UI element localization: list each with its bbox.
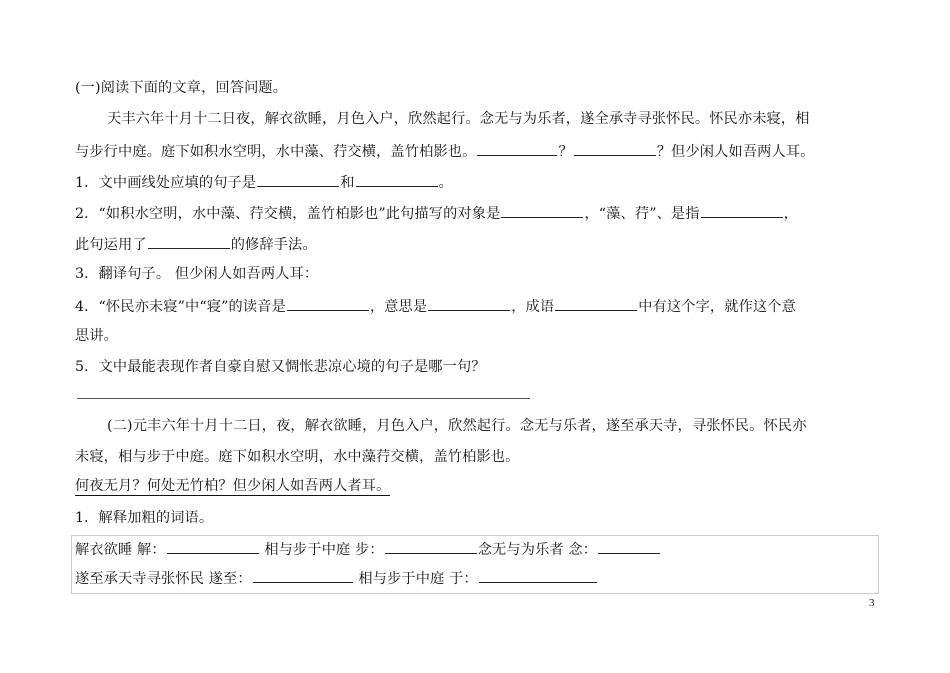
word-prompt: 遂至承天寺寻张怀民 遂至： bbox=[75, 571, 252, 587]
question-2 bbox=[75, 202, 798, 224]
question-text: ，成语 bbox=[511, 299, 555, 315]
question-text: ，意思是 bbox=[369, 299, 428, 315]
question-4 bbox=[75, 295, 796, 317]
question-1 bbox=[75, 171, 453, 193]
page-number: 3 bbox=[869, 597, 875, 609]
answer-blank[interactable] bbox=[598, 538, 660, 554]
question-text: 此句运用了 bbox=[75, 237, 147, 253]
section2-question-1: 1．解释加粗的词语。 bbox=[75, 510, 214, 526]
answer-line[interactable] bbox=[77, 398, 530, 399]
answer-blank[interactable] bbox=[148, 233, 230, 249]
question-text: 的修辞手法。 bbox=[230, 237, 317, 253]
word-prompt: 解衣欲睡 解： bbox=[75, 542, 166, 558]
question-text: 4．“怀民亦未寝”中“寝”的读音是 bbox=[75, 299, 286, 315]
underlined-sentence: 何夜无月？何处无竹柏？但少闲人如吾两人者耳。 bbox=[75, 478, 391, 494]
word-prompt: 相与步于中庭 于： bbox=[353, 571, 478, 587]
answer-blank[interactable] bbox=[385, 538, 477, 554]
section2-passage-line: 未寝，相与步于中庭。庭下如积水空明，水中藻荇交横，盖竹柏影也。 bbox=[75, 449, 520, 465]
blank-line bbox=[574, 140, 656, 156]
question-text: 2．“如积水空明，水中藻、荇交横，盖竹柏影也”此句描写的对象是 bbox=[75, 206, 501, 222]
answer-blank[interactable] bbox=[701, 202, 783, 218]
question-4-cont: 思讲。 bbox=[75, 328, 119, 344]
passage-text: ？ bbox=[558, 144, 573, 160]
answer-blank[interactable] bbox=[253, 567, 353, 583]
blank-line bbox=[477, 140, 557, 156]
table-row bbox=[75, 567, 598, 589]
passage-line bbox=[75, 140, 815, 162]
answer-blank[interactable] bbox=[501, 202, 583, 218]
question-text: 。 bbox=[438, 175, 453, 191]
word-prompt: 念无与为乐者 念： bbox=[477, 542, 598, 558]
answer-blank[interactable] bbox=[428, 295, 510, 311]
question-3: 3．翻译句子。 但少闲人如吾两人耳： bbox=[75, 266, 319, 282]
answer-blank[interactable] bbox=[479, 567, 597, 583]
section2-passage-line: (二)元丰六年十月十二日，夜，解衣欲睡，月色入户，欣然起行。念无与乐者，遂至承天寺，寻张怀民。怀民亦 bbox=[107, 418, 807, 434]
section2-passage-underlined bbox=[75, 476, 390, 496]
question-2-cont bbox=[75, 233, 317, 255]
passage-line: 天丰六年十月十二日夜，解衣欲睡，月色入户，欣然起行。念无与为乐者，遂全承寺寻张怀民。怀民亦未寝，相 bbox=[107, 111, 810, 127]
word-prompt: 相与步于中庭 步： bbox=[259, 542, 384, 558]
passage-text: 与步行中庭。庭下如积水空明，水中藻、荇交横，盖竹柏影也。 bbox=[75, 144, 477, 160]
answer-blank[interactable] bbox=[555, 295, 637, 311]
section1-title: (一)阅读下面的文章，回答问题。 bbox=[75, 80, 288, 96]
answer-blank[interactable] bbox=[167, 538, 259, 554]
question-text: ， bbox=[783, 206, 798, 222]
question-text: 1．文中画线处应填的句子是 bbox=[75, 175, 257, 191]
question-text: 和 bbox=[340, 175, 355, 191]
question-text: 中有这个字，就作这个意 bbox=[638, 299, 796, 315]
answer-blank[interactable] bbox=[356, 171, 438, 187]
question-text: ，“藻、荇”、是指 bbox=[584, 206, 700, 222]
question-5: 5．文中最能表现作者自豪自慰又惆怅悲凉心境的句子是哪一句？ bbox=[75, 359, 486, 375]
answer-blank[interactable] bbox=[257, 171, 339, 187]
answer-blank[interactable] bbox=[287, 295, 369, 311]
passage-text: ？但少闲人如吾两人耳。 bbox=[656, 144, 815, 160]
table-row bbox=[75, 538, 661, 560]
